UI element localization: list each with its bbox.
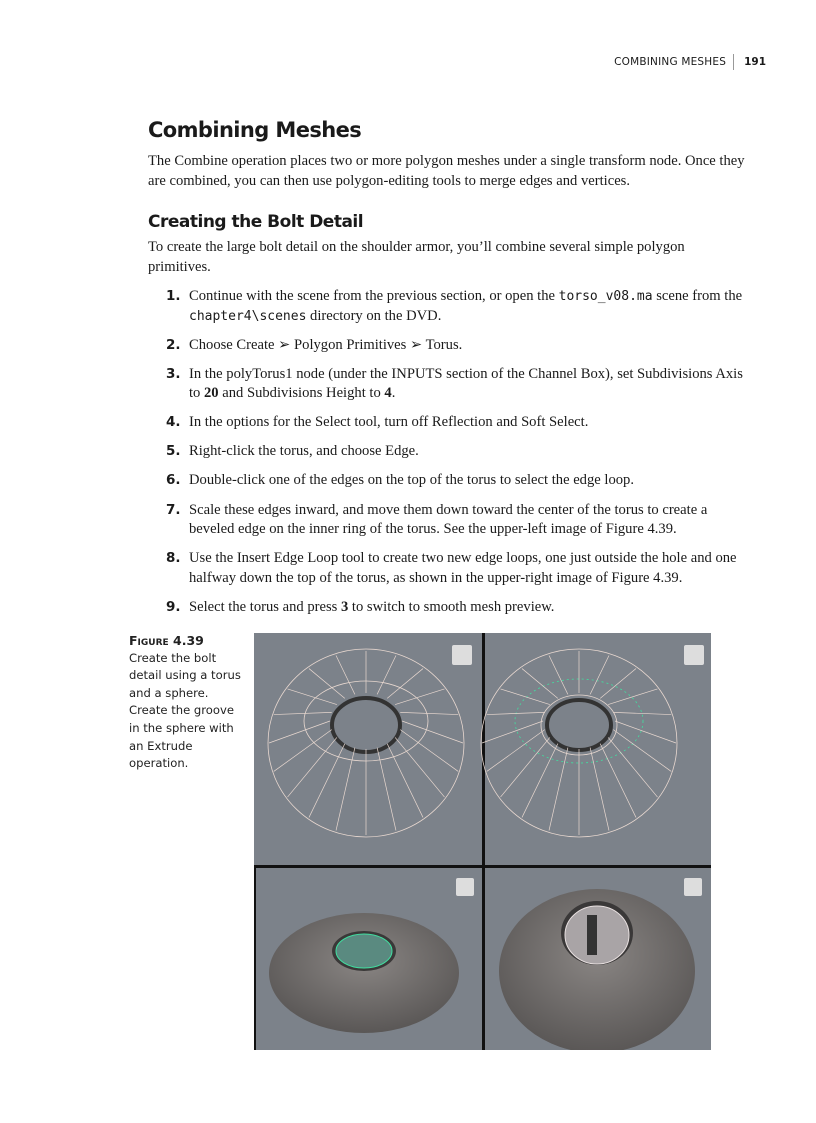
step-2: 2. Choose Create ➢ Polygon Primitives ➢ Torus.	[166, 336, 463, 353]
selected-sphere	[336, 934, 392, 968]
step-4: 4. In the options for the Select tool, turn off Reflection and Soft Select.	[166, 414, 589, 431]
steps-list	[148, 287, 748, 627]
step-7: 7. Scale these edges inward, and move them down toward the center of the torus to create a beveled edge on the inner ring of the torus. See the upper-left image of Figure 4.39.	[166, 501, 708, 538]
running-head-section: COMBINING MESHES	[614, 54, 734, 70]
filename: torso_v08.ma	[558, 289, 653, 304]
running-head	[614, 54, 766, 70]
step-8: 8. Use the Insert Edge Loop tool to create two new edge loops, one just outside the hole and one halfway down the top of the torus, as shown in the upper-right image of Figure 4.39.	[166, 550, 737, 586]
view-cube-icon	[452, 645, 472, 665]
figure-4-39	[254, 633, 711, 1050]
step-5: 5. Right-click the torus, and choose Edge.	[166, 443, 419, 460]
step-1: 1. Continue with the scene from the previous section, or open the torso_v08.ma scene from the chapter4\scenes directory on the DVD.	[166, 288, 743, 324]
directory: chapter4\scenes	[189, 308, 307, 324]
intro-paragraph: The Combine operation places two or more polygon meshes under a single transform node. Once they are combined, you can then use polygon-editing tools to merge edges and vertices.	[148, 153, 745, 189]
subsection-intro: To create the large bolt detail on the shoulder armor, you’ll combine several simple polygon primitives.	[148, 239, 685, 275]
view-cube-icon	[684, 645, 704, 665]
figure-label: Figure 4.39	[129, 633, 204, 648]
step-3: 3. In the polyTorus1 node (under the INPUTS section of the Channel Box), set Subdivisions Axis to 20 and Subdivisions Height to 4.	[166, 365, 743, 402]
figure-caption	[129, 632, 241, 773]
section-title: Combining Meshes	[148, 118, 362, 142]
page-number: 191	[744, 56, 766, 68]
step-9: 9. Select the torus and press 3 to switch to smooth mesh preview.	[166, 598, 555, 615]
view-cube-icon	[684, 878, 702, 896]
view-cube-icon	[456, 878, 474, 896]
step-6: 6. Double-click one of the edges on the top of the torus to select the edge loop.	[166, 472, 634, 489]
subsection-title: Creating the Bolt Detail	[148, 212, 364, 232]
figure-caption-text: Create the bolt detail using a torus and a sphere. Create the groove in the sphere with an Extrude operation.	[129, 650, 241, 771]
